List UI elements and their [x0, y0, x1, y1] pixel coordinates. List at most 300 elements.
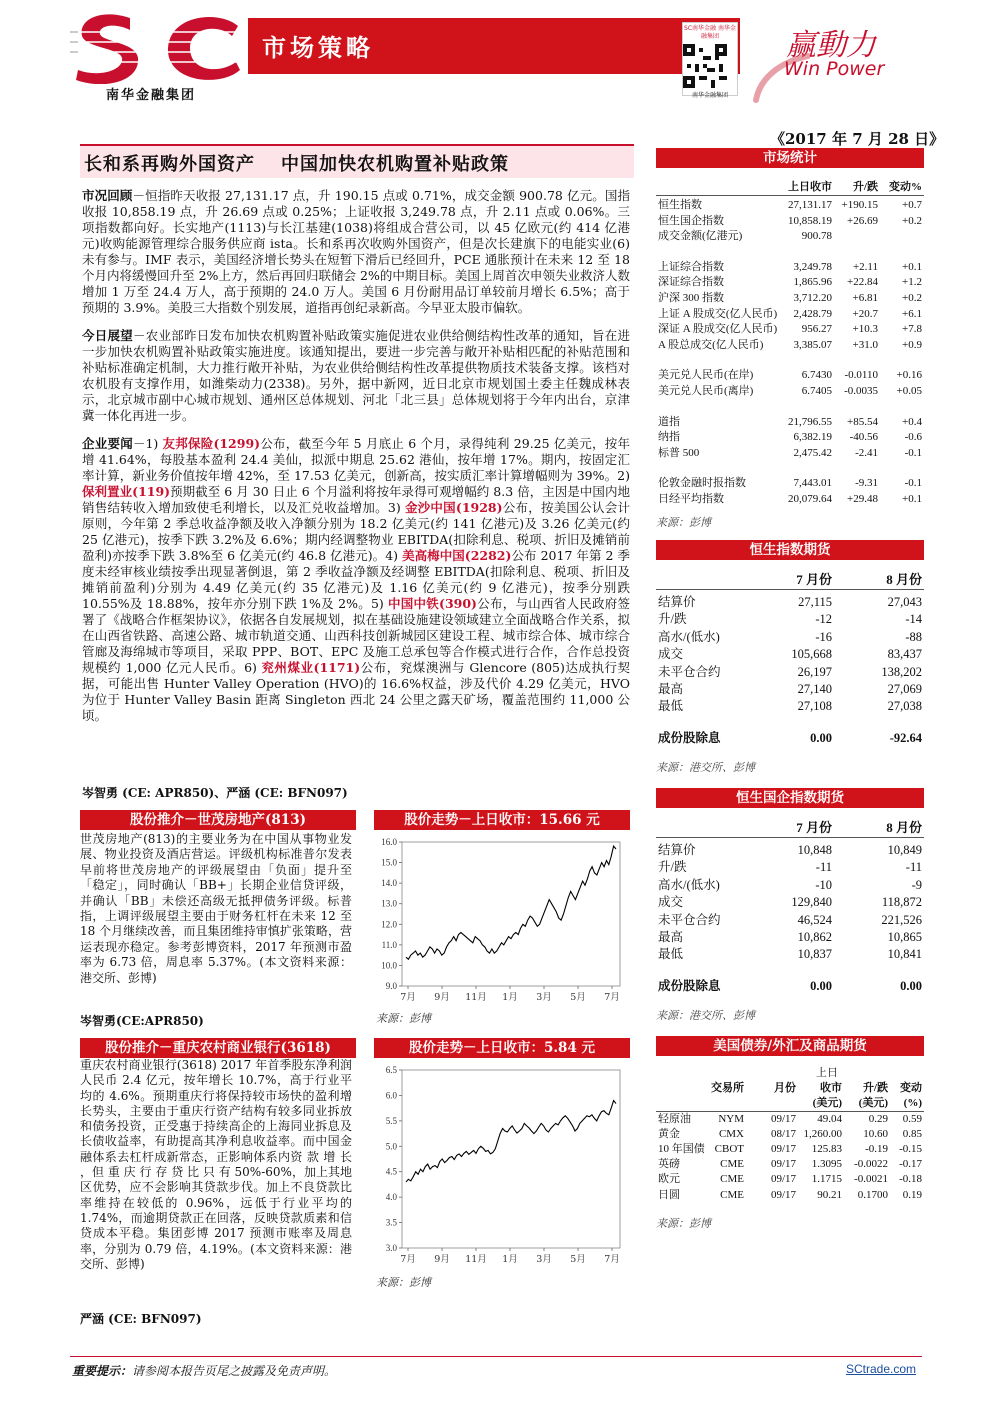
x-tick-label: 11月: [465, 992, 487, 1003]
futures-cell: 0.00: [810, 978, 832, 993]
bonds-cell: 0.1700: [857, 1188, 888, 1201]
market-cell: +2.11: [852, 260, 878, 273]
futures-cell: 105,668: [791, 647, 832, 662]
market-cell: 上证 A 股成交(亿人民币): [658, 307, 778, 320]
y-tick-label: 3.0: [385, 1243, 397, 1253]
market-cell: 美元兑人民币(在岸): [658, 369, 754, 382]
market-review-label: 市况回顾: [82, 188, 133, 203]
news-item-text: 公布 2017 年第 2 季度未经审核业绩按季出现显著倒退，第 2 季收益净额及经调整 EBITDA(扣除利息、税项、折旧及摊销前盈利)分别为 4.49 亿美元(约 35 亿港元)及 1.16 亿美元(约 9 亿港元)，按季分别跌 10.55%及 18.88%，按年亦分别下跌 1%及 2%。: [82, 548, 630, 611]
futures-cell: -11: [905, 860, 922, 875]
market-stats-row: [656, 446, 924, 462]
footer-note-label: 重要提示：: [72, 1364, 133, 1378]
bonds-cell: 日圆: [658, 1188, 680, 1201]
market-cell: -0.1: [904, 477, 922, 490]
market-cell: 900.78: [801, 230, 832, 243]
y-tick-label: 9.0: [385, 981, 397, 991]
sc-logo: [70, 12, 245, 84]
group-spacer: [656, 400, 924, 415]
market-review-text: －恒指昨天收报 27,131.17 点，升 190.15 点或 0.71%，成交金额 900.78 亿元。国指收报 10,858.19 点，升 26.69 点或 0.25%；上证收报 3,249.78 点，升 2.11 点或 0.06%。三项指数都向好。长实地产(1113)与长江基建(1038)将组成合营公司，以 45 亿欧元(约 414 亿港元)收购能源管理综合服务供应商 ista。长和系再次收购外国资产，但是次长建旗下的电能实业(6)未有参与。IMF 表示，美国经济增长势头在短暂下滑后已经回升，PCE 通胀预计在未来 12 至 18 个月内将缓慢回升至 2%上方，然后再回归联储会 2%的中期目标。美国上周首次申领失业救济人数增加 1 万至 24.4 万人，高于预期的 24.0 万人。美国 6 月份耐用品订单较前月增长 6.5%；高于预期的 3.9%。美股三大指数个别发展，道指再创纪录新高。今早亚太股市偏软。: [82, 188, 630, 315]
bonds-cell: 125.83: [811, 1142, 842, 1155]
futures-row: [656, 859, 924, 876]
bonds-cell: 49.04: [817, 1112, 842, 1125]
hscei-futures-header: 恒生国企指数期货: [656, 788, 924, 808]
futures-cell: 成份股除息: [658, 978, 721, 993]
futures-column-header: [656, 570, 924, 590]
market-stats-row: [656, 260, 924, 276]
futures-cell: 结算价: [658, 843, 696, 857]
futures-cell: 27,140: [797, 681, 832, 696]
market-cell: 21,796.55: [788, 415, 832, 428]
bonds-row: [656, 1127, 924, 1142]
futures-cell: 成交: [658, 647, 684, 662]
market-cell: 恒生指数: [658, 199, 702, 211]
y-tick-label: 14.0: [381, 878, 397, 889]
bonds-fx-table: [656, 1066, 924, 1231]
market-stats-row: [656, 430, 924, 446]
y-tick-label: 15.0: [381, 857, 397, 868]
news-item-prefix: 3): [387, 500, 405, 515]
market-stats-row: [656, 415, 924, 431]
bonds-row: [656, 1188, 924, 1203]
group-spacer: [656, 461, 924, 476]
futures-cell: 26,197: [797, 664, 832, 679]
bonds-cell: 黄金: [658, 1127, 680, 1140]
futures-row: [656, 842, 924, 859]
news-item-prefix: 2): [617, 468, 630, 483]
report-date: 《2017 年 7 月 28 日》: [770, 130, 945, 148]
futures-col-month-2: 8 月份: [886, 820, 922, 835]
futures-cell: 结算价: [658, 595, 696, 609]
futures-cell: 最低: [658, 699, 684, 714]
market-cell: +0.1: [902, 260, 922, 273]
outlook-label: 今日展望: [82, 328, 133, 343]
stock-pick-1-author: 岑智勇(CE:APR850): [80, 1014, 204, 1028]
market-cell: +29.48: [847, 492, 878, 505]
bonds-unit: (%): [903, 1097, 922, 1110]
market-cell: 深证综合指数: [658, 276, 724, 289]
futures-cell: 118,872: [881, 895, 922, 910]
market-cell: 伦敦金融时报指数: [658, 477, 746, 490]
footer-website-link[interactable]: SCtrade.com: [846, 1362, 917, 1376]
stock-pick-2-text: 重庆农村商业银行(3618) 2017 年首季股东净利润人民币 2.4 亿元，按年增长 10.7%，高于行业平均的 4.6%。预期重庆行将保持较市场快的盈利增长势头，主要由于重庆行资产结构有较多同业拆放和债务投资，正受惠于持续高企的上海同业拆息及长债收益率，有助提高其净利息收益率。而中国金融体系去杠杆成新常态，正影响体系内资 款 增 长 ，但 重 庆 行 存 贷 比 只 有 50%-60%，加上其地区优势，应不会影响其贷款步伐。加上不良贷款比率维持在较低的 0.96%，远低于行业平均的 1.74%，而逾期贷款正在回落，反映贷款质素和信贷成本平稳。集团彭博 2017 预测市账率及周息率，分别为 0.79 倍，4.19%。(本文资料来源：港交所、彭博): [80, 1058, 352, 1271]
futures-row: [656, 594, 924, 611]
x-tick-label: 5月: [570, 1254, 586, 1265]
market-cell: +1.2: [902, 276, 922, 289]
futures-cell: 高水/(低水): [658, 877, 720, 892]
y-tick-label: 4.0: [385, 1192, 397, 1203]
market-cell: 道指: [658, 415, 680, 428]
x-tick-label: 5月: [570, 992, 586, 1003]
market-cell: 恒生国企指数: [658, 214, 724, 227]
futures-cell: 最高: [658, 681, 684, 696]
bonds-cell: 0.85: [902, 1127, 922, 1140]
chart-1-source: 来源：彭博: [376, 1012, 431, 1025]
market-cell: 6,382.19: [793, 431, 832, 444]
bonds-cell: 轻原油: [658, 1112, 691, 1125]
bonds-cell: CME: [720, 1188, 744, 1201]
news-company-name: 美高梅中国(2282): [402, 548, 512, 563]
futures-col-month-1: 7 月份: [796, 820, 832, 835]
news-company-name: 友邦保险(1299): [162, 436, 261, 451]
market-cell: +26.69: [847, 214, 878, 227]
y-tick-label: 11.0: [381, 939, 397, 950]
headline-part-1: 长和系再购外国资产: [84, 154, 255, 175]
futures-cell: 成份股除息: [658, 730, 721, 745]
main-headline: [80, 144, 634, 178]
futures-cell: -88: [905, 629, 922, 644]
x-tick-label: 7月: [400, 992, 416, 1003]
market-stats-table: [656, 198, 924, 530]
futures-cell: 27,043: [887, 595, 922, 609]
news-item-prefix: 6): [244, 660, 262, 675]
news-company-name: 中国中铁(390): [388, 596, 477, 611]
bonds-cell: -0.17: [899, 1158, 922, 1171]
bonds-cell: CBOT: [714, 1142, 744, 1155]
chart-2-source: 来源：彭博: [376, 1276, 431, 1289]
stock-pick-2-header: 股份推介－重庆农村商业银行(3618): [80, 1038, 356, 1058]
futures-cell: 10,862: [797, 929, 832, 944]
futures-column-header: [656, 818, 924, 838]
futures-row: [656, 629, 924, 646]
brand-slogan-en: Win Power: [784, 58, 885, 80]
market-cell: 20,079.64: [788, 492, 832, 505]
market-cell: 7,443.01: [793, 477, 832, 490]
futures-cell: 10,849: [887, 843, 922, 857]
news-item-text: 公布，与山西省人民政府签署了《战略合作框架协议》，依据各自发展规划，拟在基础设施建设领域建立全面战略合作关系，拟在山西省铁路、高速公路、城市轨道交通、山西科技创新城园区建设工程、城市综合体、城市综合管廊及海绵城市等项目，采取 PPP、BOT、EPC 及施工总承包等合作模式进行合作，合作总投资规模约 1,000 亿元人民币。: [82, 596, 631, 675]
market-cell: 沪深 300 指数: [658, 291, 724, 304]
market-cell: 3,385.07: [793, 338, 832, 351]
market-stats-row: [656, 338, 924, 354]
col-pct: 变动%: [889, 181, 922, 193]
market-stats-source: 来源：彭博: [656, 516, 711, 529]
bonds-cell: 0.29: [868, 1112, 888, 1125]
stock-pick-2-author: 严涵 (CE: BFN097): [80, 1312, 202, 1326]
futures-col-month-1: 7 月份: [796, 572, 832, 587]
y-tick-label: 3.5: [385, 1217, 397, 1228]
futures-cell: 升/跌: [658, 612, 687, 627]
bonds-cell: 09/17: [770, 1158, 796, 1171]
bonds-col: 交易所: [711, 1082, 744, 1095]
market-cell: +190.15: [841, 199, 878, 211]
market-cell: 6.7430: [801, 369, 832, 382]
bonds-cell: CME: [720, 1173, 744, 1186]
analyst-names: 岑智勇 (CE: APR850)、严涵 (CE: BFN097): [82, 786, 348, 800]
futures-cell: 最高: [658, 929, 684, 944]
news-item-prefix: 5): [370, 596, 389, 611]
bonds-header-units: [656, 1096, 924, 1111]
price-series-line: [406, 846, 616, 959]
market-stats-row: [656, 384, 924, 400]
x-tick-label: 1月: [502, 992, 518, 1003]
corporate-news-paragraph: [82, 436, 630, 724]
market-cell: 3,712.20: [793, 291, 832, 304]
bonds-cell: 0.59: [902, 1112, 922, 1125]
futures-row: [656, 611, 924, 628]
market-cell: +0.9: [902, 338, 922, 351]
footer-divider: [70, 1356, 922, 1357]
bonds-cell: 09/17: [770, 1173, 796, 1186]
col-close: 上日收市: [788, 181, 832, 193]
news-item-prefix: 4): [385, 548, 403, 563]
futures-cell: -14: [905, 612, 922, 627]
futures-cell: 27,038: [887, 699, 922, 714]
futures-row: [656, 681, 924, 698]
market-stats-row: [656, 214, 924, 230]
bonds-cell: NYM: [718, 1112, 744, 1125]
footer-disclaimer: [72, 1362, 336, 1379]
futures-row: [656, 894, 924, 911]
futures-col-month-2: 8 月份: [886, 572, 922, 587]
bonds-source: 来源：彭博: [656, 1217, 711, 1230]
market-stats-row: [656, 307, 924, 323]
market-cell: +20.7: [852, 307, 878, 320]
futures-cell: 129,840: [791, 895, 832, 910]
news-item-text: 公布，截至今年 5 月底止 6 个月，录得纯利 29.25 亿美元，按年增 41.64%，每股基本盈利 24.4 美仙，拟派中期息 25.62 港仙，按年增 17%。期内，按固定汇率计算，新业务价值按年增 42%，至 17.53 亿美元，创新高，按实质汇率计算增幅则为 39%。: [82, 436, 630, 483]
hsi-futures-header: 恒生指数期货: [656, 540, 924, 560]
bonds-cell: 09/17: [770, 1188, 796, 1201]
market-cell: +85.54: [847, 415, 878, 428]
futures-cell: 未平仓合约: [658, 664, 721, 679]
news-company-name: 保利置业(119): [82, 484, 171, 499]
market-stats-row: [656, 291, 924, 307]
futures-cell: 10,841: [887, 947, 922, 962]
bonds-cell: 10 年国债: [658, 1142, 705, 1155]
market-cell: -0.0110: [844, 369, 878, 382]
y-tick-label: 13.0: [381, 898, 397, 909]
futures-cell: 138,202: [881, 664, 922, 679]
chart-2-header: 股价走势－上日收市：5.84 元: [374, 1038, 630, 1058]
market-cell: -2.41: [855, 446, 878, 459]
qr-caption: 南华金融集团: [691, 92, 728, 99]
futures-source: 来源：港交所、彭博: [656, 762, 755, 775]
news-company-name: 金沙中国(1928): [404, 500, 503, 515]
market-cell: +0.2: [902, 214, 922, 227]
futures-row: [656, 664, 924, 681]
x-tick-label: 7月: [604, 1254, 620, 1265]
footer-note-text: 请参阅本报告页尾之披露及免责声明。: [132, 1364, 337, 1378]
bonds-cell: 09/17: [770, 1112, 796, 1125]
futures-cell: 10,837: [797, 947, 832, 962]
market-cell: 1,865.96: [793, 276, 832, 289]
futures-cell: 27,069: [887, 681, 922, 696]
futures-cell: 高水/(低水): [658, 629, 720, 644]
futures-cell: 221,526: [881, 912, 922, 927]
market-cell: +6.81: [852, 291, 878, 304]
bonds-cell: 0.19: [902, 1188, 922, 1201]
futures-cell: 升/跌: [658, 860, 687, 875]
market-cell: 2,475.42: [793, 446, 832, 459]
qr-label: SC南华金融 南华金融集团: [684, 25, 736, 40]
qr-code-icon: [683, 44, 727, 88]
market-cell: 纳指: [658, 431, 680, 444]
market-cell: -0.0035: [844, 384, 878, 397]
y-tick-label: 10.0: [381, 960, 397, 971]
bonds-unit: (美元): [858, 1097, 888, 1110]
x-tick-label: 1月: [502, 1254, 518, 1265]
x-tick-label: 3月: [536, 992, 552, 1003]
bonds-header-top: [656, 1066, 924, 1081]
futures-dividend-row: [656, 730, 924, 747]
y-tick-label: 12.0: [381, 919, 397, 930]
market-cell: -40.56: [849, 431, 878, 444]
market-cell: -0.1: [904, 446, 922, 459]
x-tick-label: 9月: [434, 1254, 450, 1265]
bonds-col-top: 上日: [816, 1067, 838, 1079]
bonds-row: [656, 1112, 924, 1127]
market-cell: 日经平均指数: [658, 492, 724, 505]
price-series-line: [406, 1101, 616, 1182]
x-tick-label: 9月: [434, 992, 450, 1003]
market-cell: -9.31: [855, 477, 878, 490]
bonds-cell: 1.3095: [811, 1158, 842, 1171]
x-tick-label: 7月: [400, 1254, 416, 1265]
market-cell: 6.7405: [801, 384, 832, 397]
stock-pick-1-text: 世茂房地产(813)的主要业务为在中国从事物业发展、物业投资及酒店营运。评级机构标准普尔发表早前将世茂房地产的评级展望由「负面」提升至「稳定」，同时确认「BB+」长期企业信贷评级，并确认「BB」未偿还高级无抵押债务评级。标普指，上调评级展望主要由于财务杠杆在未来 12 至 18 个月继续改善，而且集团维持审慎扩张策略，营运表现亦稳定。参考彭博资料，2017 年预测市盈率为 6.73 倍，周息率 5.37%。(本文资料来源：港交所、彭博): [80, 832, 352, 985]
market-cell: 10,858.19: [788, 214, 832, 227]
futures-cell: -92.64: [889, 730, 922, 745]
futures-cell: -10: [815, 877, 832, 892]
x-tick-label: 3月: [536, 1254, 552, 1265]
bonds-unit: (美元): [812, 1097, 842, 1110]
bonds-cell: 英磅: [658, 1158, 680, 1171]
hscei-futures-table: [656, 818, 924, 1023]
market-stats-columns: [656, 180, 924, 196]
futures-cell: -11: [815, 860, 832, 875]
col-change: 升/跌: [852, 181, 878, 193]
bonds-cell: -0.19: [865, 1142, 888, 1155]
brand-slogan: 赢動力: [786, 28, 876, 63]
bonds-header: [656, 1081, 924, 1096]
market-cell: -0.6: [904, 431, 922, 444]
bonds-cell: CME: [720, 1158, 744, 1171]
main-commentary: [82, 188, 630, 736]
futures-cell: 最低: [658, 947, 684, 962]
market-review-paragraph: [82, 188, 630, 316]
bonds-cell: CMX: [718, 1127, 744, 1140]
market-cell: +10.3: [852, 323, 878, 336]
corporate-news-items: [82, 436, 630, 723]
futures-cell: 未平仓合约: [658, 912, 721, 927]
market-stats-row: [656, 229, 924, 245]
news-company-name: 兖州煤业(1171): [261, 660, 361, 675]
bonds-cell: 08/17: [770, 1127, 796, 1140]
market-cell: 美元兑人民币(离岸): [658, 384, 754, 397]
market-cell: +0.2: [902, 291, 922, 304]
group-spacer: [656, 353, 924, 368]
y-tick-label: 4.5: [385, 1166, 397, 1177]
market-stats-row: [656, 492, 924, 508]
hsi-futures-table: [656, 570, 924, 775]
bonds-col: 月份: [774, 1082, 796, 1095]
y-tick-label: 6.5: [385, 1065, 397, 1075]
futures-row: [656, 929, 924, 946]
market-cell: 标普 500: [658, 446, 700, 459]
market-cell: +31.0: [852, 338, 878, 351]
x-tick-label: 7月: [604, 992, 620, 1003]
futures-cell: -9: [911, 877, 922, 892]
market-stats-row: [656, 368, 924, 384]
futures-cell: 83,437: [887, 647, 922, 662]
futures-source: 来源：港交所、彭博: [656, 1010, 755, 1023]
futures-cell: 0.00: [900, 978, 922, 993]
market-cell: 2,428.79: [793, 307, 832, 320]
outlook-text: －农业部昨日发布加快农机购置补贴政策实施促进农业供给侧结构性改革的通知，旨在进一步加快农机购置补贴政策实施进度。该通知提出，要进一步完善与敞开补贴相匹配的补贴范围和补贴标准确定机制，大力推行敞开补贴，为农业供给侧结构性改革提供物质技术装备支撑。该档对农机股有支撑作用，如潍柴动力(2338)。另外，据中新网，近日北京市规划国土委主任魏成林表示，北京城市副中心城市规划、通州区总体规划、河北「北三县」总体规划将于今年内出台，京津冀一体化再进一步。: [82, 328, 630, 423]
market-cell: 27,131.17: [788, 199, 832, 211]
bonds-cell: 09/17: [770, 1142, 796, 1155]
bonds-cell: 10.60: [863, 1127, 888, 1140]
x-tick-label: 11月: [465, 1254, 487, 1265]
bonds-cell: -0.18: [899, 1173, 922, 1186]
market-stats-row: [656, 476, 924, 492]
bonds-row: [656, 1142, 924, 1157]
futures-row: [656, 646, 924, 663]
market-cell: +0.7: [902, 199, 922, 211]
market-cell: 956.27: [801, 323, 832, 336]
market-stats-row: [656, 275, 924, 291]
futures-cell: 10,865: [887, 929, 922, 944]
market-stats-row: [656, 198, 924, 214]
bonds-row: [656, 1172, 924, 1187]
bonds-row: [656, 1157, 924, 1172]
y-tick-label: 5.5: [385, 1115, 397, 1126]
futures-cell: -12: [815, 612, 832, 627]
bonds-cell: 欧元: [658, 1173, 680, 1186]
market-cell: +0.16: [896, 369, 922, 382]
bonds-cell: -0.0022: [854, 1158, 888, 1171]
market-cell: +0.1: [902, 492, 922, 505]
futures-row: [656, 946, 924, 963]
news-item-text: 公布，按美国公认会计原则，今年第 2 季总收益净额及收入净额分别为 18.2 亿美元(约 141 亿港元)及 3.26 亿美元(约 25 亿港元)，按季下跌 3.2%及 6.6%；期内经调整物业 EBITDA(扣除利息、税项、折旧及摊销前盈利)亦按季下跌 3.8%至 6 亿美元(约 46.8 亿港元)。: [82, 500, 630, 563]
bonds-cell: 90.21: [817, 1188, 842, 1201]
plot-frame: [402, 842, 620, 986]
news-item-text: 公布，兖煤澳洲与 Glencore (805)达成执行契据，可能出售 Hunter Valley Operation (HVO)的 16.6%权益，涉及代价 4.29 亿美元，HVO 为位于 Hunter Valley Basin 距离 Singleton 西北 24 公里之露天矿场，覆盖范围约 11,000 公顷。: [82, 660, 631, 723]
market-stats-row: [656, 322, 924, 338]
page-title: 市场策略: [262, 34, 374, 62]
y-tick-label: 6.0: [385, 1090, 397, 1101]
price-chart-2: [372, 1060, 630, 1272]
bonds-cell: 1,260.00: [803, 1127, 842, 1140]
futures-row: [656, 698, 924, 715]
y-tick-label: 5.0: [385, 1141, 397, 1152]
market-cell: 上证综合指数: [658, 260, 724, 273]
market-cell: A 股总成交(亿人民币): [658, 338, 764, 351]
futures-cell: 成交: [658, 895, 684, 910]
group-spacer: [656, 245, 924, 260]
futures-cell: 27,115: [798, 595, 832, 609]
futures-cell: -16: [815, 629, 832, 644]
bonds-col: 变动: [900, 1082, 922, 1095]
market-cell: +7.8: [902, 323, 922, 336]
market-cell: +22.84: [847, 276, 878, 289]
futures-cell: 10,848: [797, 843, 832, 857]
bonds-cell: 1.1715: [811, 1173, 842, 1186]
market-stats-header: 市场统计: [656, 148, 924, 168]
futures-dividend-row: [656, 978, 924, 995]
bonds-fx-header: 美国债券/外汇及商品期货: [656, 1036, 924, 1056]
futures-cell: 46,524: [797, 912, 832, 927]
futures-row: [656, 877, 924, 894]
bonds-col: 收市: [820, 1082, 842, 1095]
futures-row: [656, 912, 924, 929]
chart-1-header: 股价走势－上日收市：15.66 元: [374, 810, 630, 830]
bonds-cell: -0.0021: [854, 1173, 888, 1186]
company-name: 南华金融集团: [106, 88, 197, 103]
futures-cell: 27,108: [797, 699, 832, 714]
bonds-cell: -0.15: [899, 1142, 922, 1155]
market-cell: +0.05: [896, 384, 922, 397]
stock-pick-1-header: 股份推介－世茂房地产(813): [80, 810, 356, 830]
bonds-col: 升/跌: [862, 1082, 888, 1095]
